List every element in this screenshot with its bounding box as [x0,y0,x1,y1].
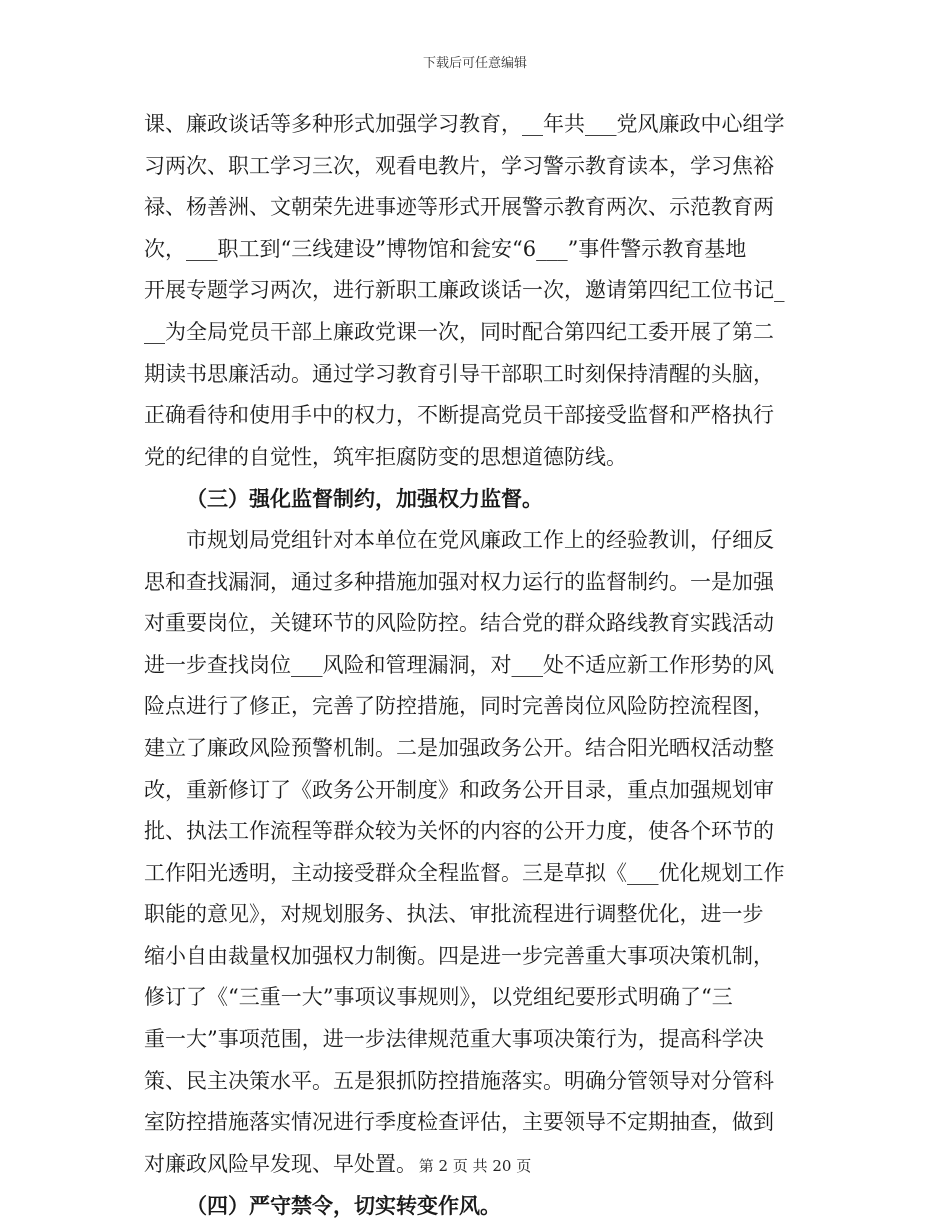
document-body [144,104,808,1227]
section-heading: （三）强化监督制约，加强权力监督。 [186,486,543,512]
body-line: 缩小自由裁量权加强权力制衡。四是进一步完善重大事项决策机制， [144,943,774,968]
body-line: 进一步查找岗位___风险和管理漏洞，对___处不适应新工作形势的风 [144,652,774,677]
body-line: 策、民主决策水平。五是狠抓防控措施落实。明确分管领导对分管科 [144,1068,774,1093]
body-line: 课、廉政谈话等多种形式加强学习教育，__年共___党风廉政中心组学 [144,112,785,136]
body-line: 批、执法工作流程等群众较为关怀的内容的公开力度，使各个环节的 [144,819,774,844]
body-line: 险点进行了修正，完善了防控措施，同时完善岗位风险防控流程图， [144,694,774,719]
page-footer: 第 2 页 共 20 页 [418,1157,532,1175]
body-line: 职能的意见》，对规划服务、执法、审批流程进行调整优化，进一步 [144,902,764,927]
page-header: 下载后可任意编辑 [422,56,527,71]
body-line: 对廉政风险早发现、早处置。 [144,1151,417,1176]
body-line: 改，重新修订了《政务公开制度》和政务公开目录，重点加强规划审 [144,777,774,802]
body-line: 重一大”事项范围，进一步法律规范重大事项决策行为，提高科学决 [144,1027,764,1052]
body-line: 党的纪律的自觉性，筑牢拒腐防变的思想道德防线。 [144,444,627,469]
body-line: 工作阳光透明，主动接受群众全程监督。三是草拟《___优化规划工作 [144,860,785,885]
section-heading: （四）严守禁令，切实转变作风。 [186,1193,501,1219]
body-line: __为全局党员干部上廉政党课一次，同时配合第四纪工委开展了第二 [144,319,774,344]
body-line: 次，___职工到“三线建设”博物馆和瓮安“6___”事件警示教育基地 [144,236,747,261]
body-line: 期读书思廉活动。通过学习教育引导干部职工时刻保持清醒的头脑， [144,361,774,386]
body-line: 修订了《“三重一大”事项议事规则》，以党组纪要形式明确了“三 [144,985,733,1010]
body-line: 习两次、职工学习三次，观看电教片，学习警示教育读本，学习焦裕 [144,153,774,178]
body-line: 建立了廉政风险预警机制。二是加强政务公开。结合阳光晒权活动整 [144,735,774,760]
body-line: 思和查找漏洞，通过多种措施加强对权力运行的监督制约。一是加强 [144,569,774,594]
body-line: 市规划局党组针对本单位在党风廉政工作上的经验教训，仔细反 [186,527,774,552]
body-line: 开展专题学习两次，进行新职工廉政谈话一次，邀请第四纪工位书记_ [144,278,785,303]
body-line: 对重要岗位，关键环节的风险防控。结合党的群众路线教育实践活动 [144,611,774,636]
body-line: 禄、杨善洲、文朝荣先进事迹等形式开展警示教育两次、示范教育两 [144,195,774,220]
body-line: 室防控措施落实情况进行季度检查评估，主要领导不定期抽查，做到 [144,1110,774,1135]
body-line: 正确看待和使用手中的权力，不断提高党员干部接受监督和严格执行 [144,403,774,428]
